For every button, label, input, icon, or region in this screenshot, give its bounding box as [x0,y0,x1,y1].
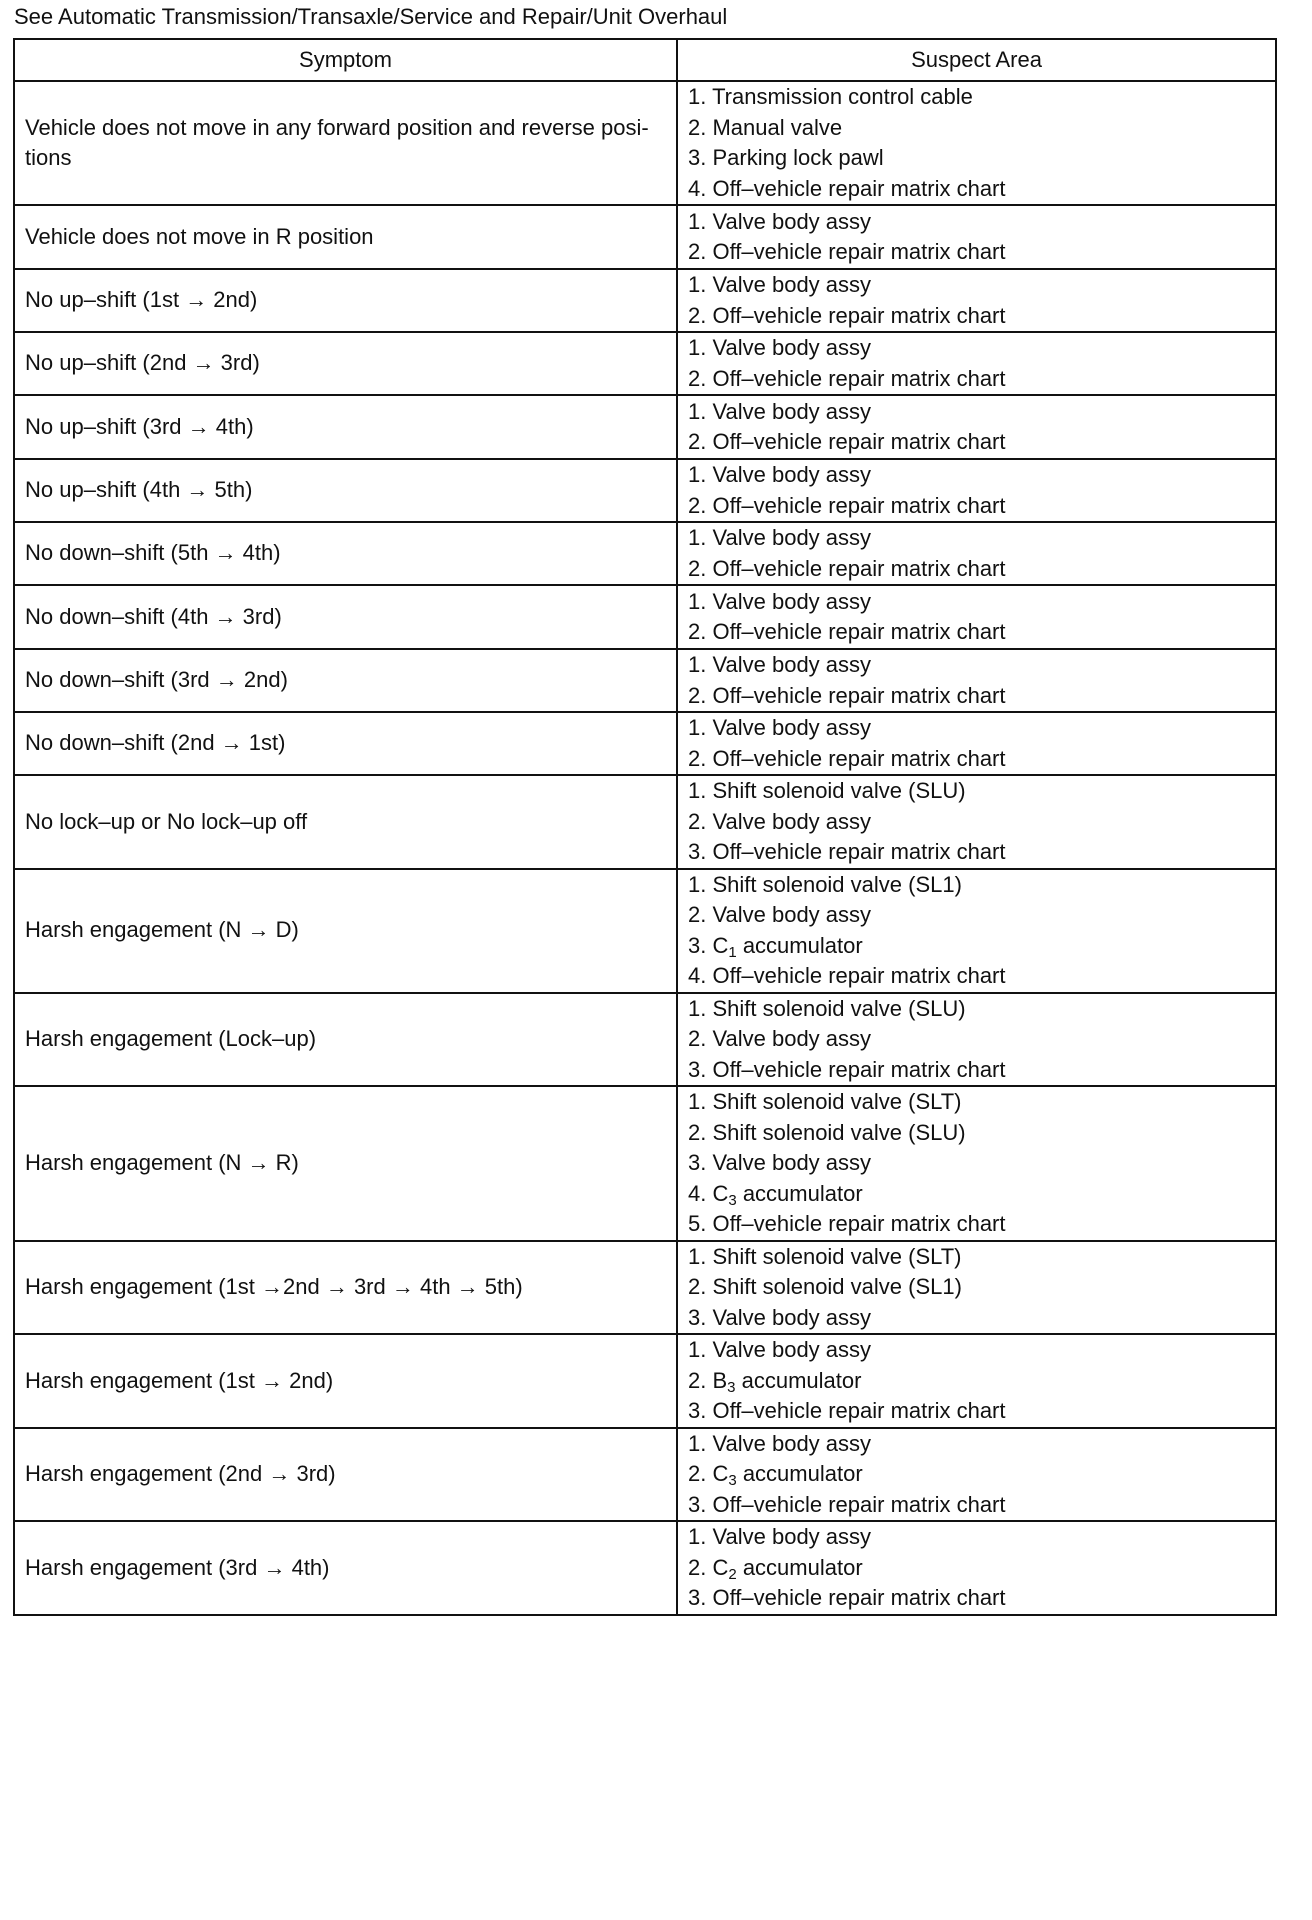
suspect-area-item: 1. Shift solenoid valve (SLT) [688,1243,962,1269]
suspect-area-item: 2. Valve body assy [688,902,872,927]
suspect-area-item: 1. Valve body assy [688,398,872,424]
suspect-area-item: 1. Shift solenoid valve (SLU) [688,778,966,803]
suspect-area-cell [677,775,1276,869]
suspect-area-cell [677,459,1276,522]
suspect-area-item: 2. Valve body assy [688,808,872,834]
table-row [14,205,1276,269]
suspect-area-cell [677,585,1276,649]
table-row [14,1521,1276,1615]
suspect-area-item: 1. Valve body assy [688,1430,872,1456]
table-row [14,1086,1276,1241]
suspect-area-item: 3. Off–vehicle repair matrix chart [688,1585,1006,1610]
suspect-area-cell [677,869,1276,993]
suspect-area-cell [677,649,1276,712]
suspect-area-item: 1. Valve body assy [688,208,872,234]
suspect-area-item: 2. Off–vehicle repair matrix chart [688,682,1006,708]
symptom-cell [14,869,677,993]
header-symptom: Symptom [14,39,677,81]
header-suspect-area: Suspect Area [677,39,1276,81]
symptom-cell [14,1086,677,1241]
table-row [14,269,1276,332]
area-subscript: 3 [728,1191,737,1209]
symptom-text: Vehicle does not move in any forward position and reverse posi- tions [25,114,649,170]
suspect-area-item: 4. Off–vehicle repair matrix chart [688,963,1006,988]
area-text: 4. C [688,1180,729,1206]
suspect-area-item: 1. Valve body assy [688,715,872,740]
symptom-cell [14,522,677,585]
symptom-text: No up–shift (2nd → 3rd) [25,350,260,376]
symptom-cell [14,649,677,712]
suspect-area-item: 5. Off–vehicle repair matrix chart [688,1211,1006,1236]
table-row [14,869,1276,993]
symptom-text: No down–shift (2nd → 1st) [25,730,286,756]
suspect-area-item [688,931,1265,962]
suspect-area-item: 2. Shift solenoid valve (SLU) [688,1119,966,1145]
suspect-area-cell [677,205,1276,269]
table-row [14,395,1276,459]
table-row [14,1334,1276,1428]
table-row [14,459,1276,522]
suspect-area-item: 2. Off–vehicle repair matrix chart [688,239,1006,264]
suspect-area-item: 2. Off–vehicle repair matrix chart [688,492,1006,518]
area-text: accumulator [736,1554,863,1580]
table-row [14,712,1276,775]
suspect-area-item: 1. Shift solenoid valve (SLU) [688,995,966,1021]
suspect-area-item: 2. Shift solenoid valve (SL1) [688,1274,962,1299]
symptom-text: Harsh engagement (Lock–up) [25,1026,317,1051]
symptom-cell [14,269,677,332]
suspect-area-item: 3. Valve body assy [688,1150,872,1175]
suspect-area-item: 1. Valve body assy [688,335,872,360]
symptom-text: No lock–up or No lock–up off [25,808,308,834]
suspect-area-item [688,1179,1265,1210]
table-row [14,332,1276,395]
suspect-area-item: 2. Off–vehicle repair matrix chart [688,619,1006,644]
symptom-cell [14,1521,677,1615]
symptom-text: Harsh engagement (3rd → 4th) [25,1554,330,1580]
symptom-text: No up–shift (4th → 5th) [25,477,253,503]
area-subscript: 3 [728,1472,737,1489]
area-subscript: 1 [728,943,737,961]
suspect-area-item [688,1366,1265,1397]
area-subscript: 3 [727,1378,736,1396]
breadcrumb: See Automatic Transmission/Transaxle/Service and Repair/Unit Overhaul [14,4,728,29]
table-row [14,649,1276,712]
symptom-cell [14,775,677,869]
suspect-area-item: 1. Shift solenoid valve (SLT) [688,1089,962,1114]
suspect-area-cell [677,269,1276,332]
suspect-area-item: 3. Off–vehicle repair matrix chart [688,1491,1006,1517]
symptom-cell [14,205,677,269]
suspect-area-cell [677,81,1276,205]
table-header [14,39,1276,81]
area-text: accumulator [735,1367,862,1393]
suspect-area-item: 1. Valve body assy [688,272,872,297]
suspect-area-item: 3. Off–vehicle repair matrix chart [688,1056,1006,1082]
suspect-area-item: 1. Valve body assy [688,652,872,677]
suspect-area-item [688,1459,1265,1490]
symptom-cell [14,1428,677,1522]
suspect-area-cell [677,332,1276,395]
suspect-area-item: 2. Manual valve [688,114,843,140]
suspect-area-item: 2. Off–vehicle repair matrix chart [688,302,1006,328]
table-row [14,1428,1276,1522]
area-text: 2. C [688,1461,729,1486]
symptom-text: Harsh engagement (1st → 2nd) [25,1367,334,1393]
symptom-text: Harsh engagement (N → R) [25,1150,299,1175]
suspect-area-item: 1. Valve body assy [688,462,872,487]
table-row [14,522,1276,585]
suspect-area-cell [677,522,1276,585]
suspect-area-item [688,1553,1265,1584]
symptom-text: Vehicle does not move in R position [25,223,374,249]
suspect-area-item: 3. Parking lock pawl [688,145,884,170]
area-text: 2. B [688,1367,728,1393]
suspect-area-item: 1. Valve body assy [688,525,872,550]
symptom-table [13,38,1277,1616]
table-row [14,585,1276,649]
symptom-text: Harsh engagement (2nd → 3rd) [25,1461,336,1486]
suspect-area-item: 3. Valve body assy [688,1304,872,1330]
area-text: 3. C [688,932,729,958]
suspect-area-item: 2. Off–vehicle repair matrix chart [688,365,1006,391]
symptom-cell [14,81,677,205]
suspect-area-item: 3. Off–vehicle repair matrix chart [688,839,1006,864]
suspect-area-cell [677,1086,1276,1241]
suspect-area-cell [677,1241,1276,1335]
symptom-cell [14,459,677,522]
suspect-area-item: 2. Valve body assy [688,1026,872,1051]
symptom-cell [14,993,677,1087]
symptom-text: No down–shift (5th → 4th) [25,540,281,566]
suspect-area-cell [677,395,1276,459]
table-body [14,81,1276,1615]
symptom-text: Harsh engagement (N → D) [25,917,299,943]
area-subscript: 2 [728,1565,737,1583]
symptom-cell [14,712,677,775]
suspect-area-item: 3. Off–vehicle repair matrix chart [688,1398,1006,1423]
suspect-area-cell [677,712,1276,775]
suspect-area-cell [677,1521,1276,1615]
symptom-cell [14,395,677,459]
suspect-area-item: 1. Valve body assy [688,1524,872,1549]
symptom-text: No up–shift (3rd → 4th) [25,413,254,439]
symptom-cell [14,332,677,395]
area-text: accumulator [736,1461,863,1486]
suspect-area-item: 1. Transmission control cable [688,84,973,109]
area-text: accumulator [736,1180,863,1206]
header-row [14,39,1276,81]
symptom-text: No up–shift (1st → 2nd) [25,287,258,313]
symptom-text: Harsh engagement (1st →2nd → 3rd → 4th → 5th) [25,1274,523,1299]
suspect-area-item: 2. Off–vehicle repair matrix chart [688,555,1006,581]
table-row [14,81,1276,205]
symptom-cell [14,1334,677,1428]
suspect-area-item: 2. Off–vehicle repair matrix chart [688,429,1006,454]
suspect-area-cell [677,993,1276,1087]
area-text: 2. C [688,1554,729,1580]
area-text: accumulator [736,932,863,958]
symptom-cell [14,585,677,649]
suspect-area-cell [677,1334,1276,1428]
suspect-area-cell [677,1428,1276,1522]
table-row [14,1241,1276,1335]
suspect-area-item: 2. Off–vehicle repair matrix chart [688,745,1006,771]
suspect-area-item: 1. Valve body assy [688,588,872,614]
suspect-area-item: 1. Shift solenoid valve (SL1) [688,871,962,897]
table-row [14,775,1276,869]
suspect-area-item: 1. Valve body assy [688,1337,872,1362]
symptom-text: No down–shift (4th → 3rd) [25,603,282,629]
suspect-area-item: 4. Off–vehicle repair matrix chart [688,175,1006,201]
table-row [14,993,1276,1087]
symptom-cell [14,1241,677,1335]
symptom-text: No down–shift (3rd → 2nd) [25,667,288,693]
